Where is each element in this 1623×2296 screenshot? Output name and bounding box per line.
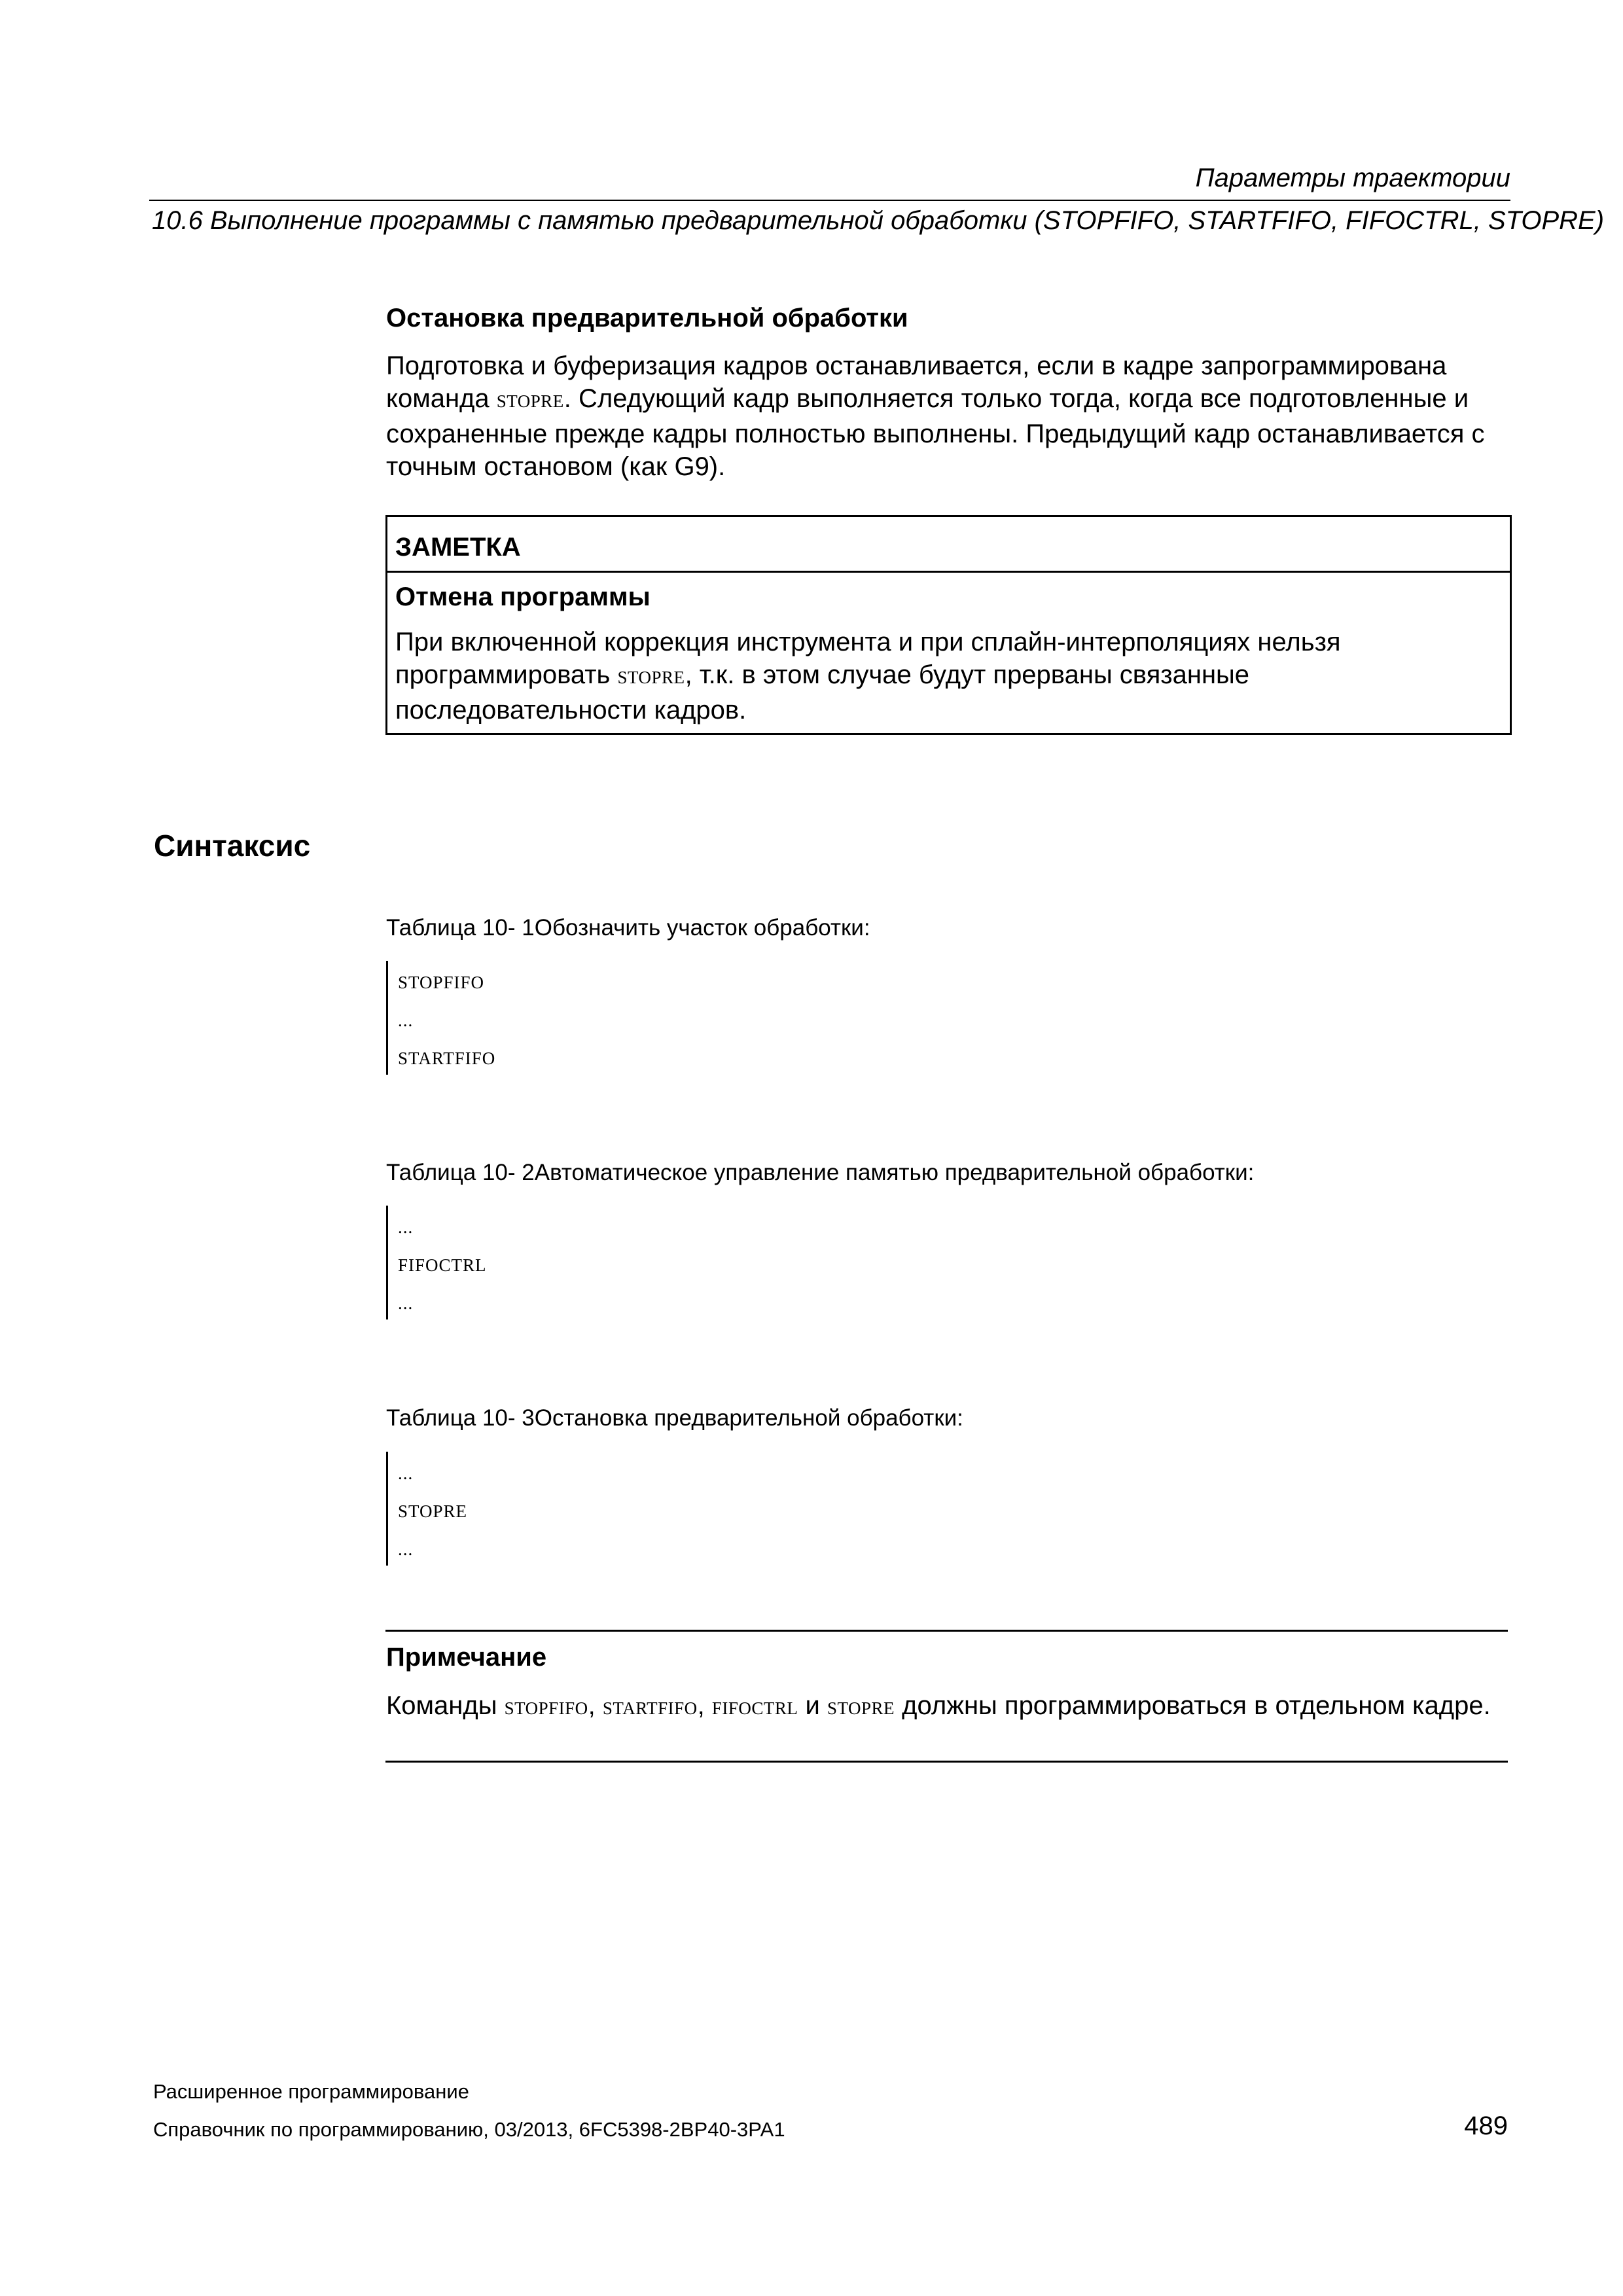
note-title: ЗАМЕТКА xyxy=(395,533,521,562)
stopre-paragraph xyxy=(386,350,1518,483)
note-subtitle: Отмена программы xyxy=(395,583,651,611)
remark-code-startfifo: STARTFIFO xyxy=(602,1698,698,1718)
code-line: FIFOCTRL xyxy=(398,1255,487,1275)
table-caption-1: Таблица 10- 1Обозначить участок обработки: xyxy=(386,915,870,941)
code-line: ... xyxy=(398,1217,414,1237)
code-line: ... xyxy=(398,1293,414,1313)
footer-book-details: Справочник по программированию, 03/2013, 6FC5398-2BP40-3PA1 xyxy=(153,2118,785,2141)
note-text-2: , т.к. в этом случае будут прерваны связанные последовательности кадров. xyxy=(395,660,1250,725)
remark-bottom-rule xyxy=(385,1761,1508,1763)
code-line: STOPRE xyxy=(398,1501,468,1521)
running-header-section: Параметры траектории xyxy=(1195,164,1510,192)
code-block-3 xyxy=(386,1452,650,1566)
remark-suffix: должны программироваться в отдельном кадре. xyxy=(895,1691,1491,1720)
note-box xyxy=(385,515,1512,735)
code-line: ... xyxy=(398,1463,414,1483)
remark-separator: , xyxy=(588,1691,603,1720)
remark-code-fifoctrl: FIFOCTRL xyxy=(711,1698,798,1718)
remark-heading: Примечание xyxy=(386,1643,547,1672)
note-inline-code: STOPRE xyxy=(617,668,685,687)
code-block-1 xyxy=(386,961,650,1075)
remark-code-stopfifo: STOPFIFO xyxy=(504,1698,588,1718)
running-header-chapter: 10.6 Выполнение программы с памятью предварительной обработки (STOPFIFO, STARTFIFO, FIFOCTRL, STOPRE) xyxy=(152,206,1605,235)
note-body xyxy=(395,626,1501,726)
remark-prefix: Команды xyxy=(386,1691,505,1720)
page-number: 489 xyxy=(1464,2111,1508,2140)
remark-separator: , xyxy=(697,1691,712,1720)
note-title-row xyxy=(387,517,1510,573)
header-rule xyxy=(149,200,1510,201)
remark-paragraph xyxy=(386,1689,1512,1725)
remark-separator: и xyxy=(798,1691,827,1720)
stopre-inline-code: STOPRE xyxy=(496,391,564,411)
stopre-heading: Остановка предварительной обработки xyxy=(386,304,908,332)
code-block-2 xyxy=(386,1206,650,1319)
code-line: ... xyxy=(398,1539,414,1559)
stopre-text-1: Подготовка и буферизация кадров останавливается, если в кадре запрограммирована команда xyxy=(386,351,1447,413)
code-line: STARTFIFO xyxy=(398,1049,496,1068)
code-line: ... xyxy=(398,1011,414,1030)
syntax-heading: Синтаксис xyxy=(154,829,311,863)
table-caption-3: Таблица 10- 3Остановка предварительной обработки: xyxy=(386,1405,963,1431)
footer-book-title: Расширенное программирование xyxy=(153,2080,469,2103)
code-line: STOPFIFO xyxy=(398,973,485,992)
stopre-text-2: . Следующий кадр выполняется только тогда, когда все подготовленные и сохраненные прежде кадры полностью выполнены. Предыдущий кадр останавливается с точным остановом (как G9). xyxy=(386,384,1485,481)
remark-code-stopre: STOPRE xyxy=(827,1698,895,1718)
note-text-1: При включенной коррекция инструмента и при сплайн-интерполяциях нельзя программировать xyxy=(395,628,1341,689)
remark-top-rule xyxy=(385,1630,1508,1632)
table-caption-2: Таблица 10- 2Автоматическое управление памятью предварительной обработки: xyxy=(386,1160,1255,1185)
